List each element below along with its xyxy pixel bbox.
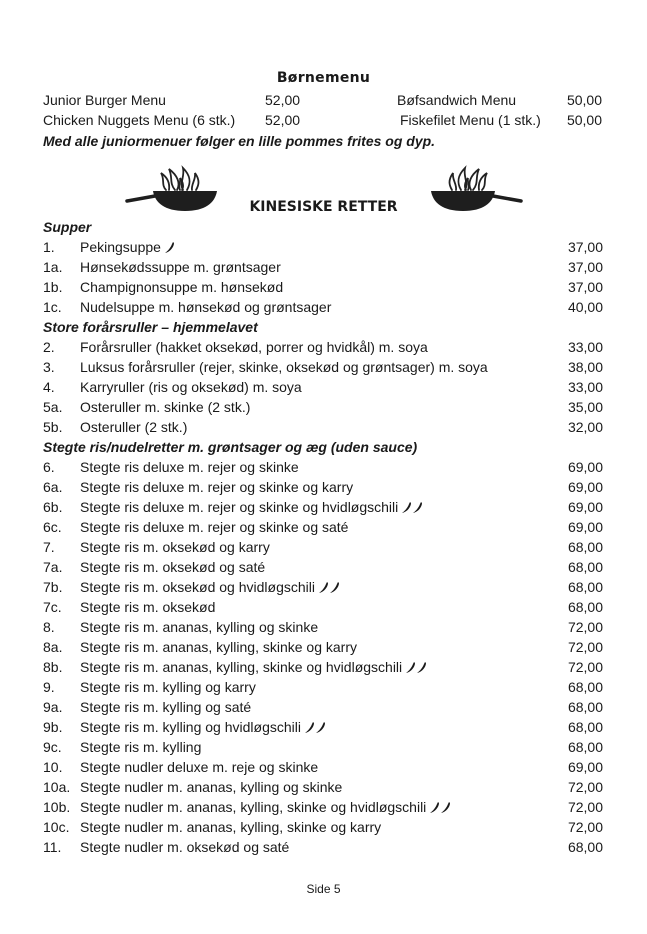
item-name: Stegte ris deluxe m. rejer og skinke (80, 459, 299, 475)
item-price: 69,00 (567, 459, 603, 475)
item-number: 1. (43, 239, 55, 255)
menu-item (43, 617, 603, 637)
item-name: Stegte ris m. oksekød og karry (80, 539, 270, 555)
item-name: Stegte ris m. ananas, kylling og skinke (80, 619, 319, 635)
menu-item (43, 677, 603, 697)
item-name: Stegte nudler m. ananas, kylling, skinke og karry (80, 819, 382, 835)
double-chili-icon (317, 581, 341, 594)
double-chili-icon (303, 721, 327, 734)
double-chili-icon (428, 801, 452, 814)
item-number: 2. (43, 339, 55, 355)
item-number: 6c. (43, 519, 62, 535)
item-number: 9b. (43, 719, 63, 735)
kids-item-name: Chicken Nuggets Menu (6 stk.) (43, 112, 236, 128)
item-number: 9a. (43, 699, 63, 715)
menu-item (43, 277, 603, 297)
item-name: Stegte nudler m. oksekød og saté (80, 839, 290, 855)
menu-item (43, 377, 603, 397)
item-price: 32,00 (567, 419, 603, 435)
item-price: 37,00 (567, 259, 603, 275)
item-number: 8. (43, 619, 55, 635)
kids-menu-row (43, 92, 613, 112)
item-price: 69,00 (567, 519, 603, 535)
item-price: 37,00 (567, 279, 603, 295)
menu-item (43, 357, 603, 377)
item-number: 6a. (43, 479, 63, 495)
item-number: 7c. (43, 599, 62, 615)
item-number: 1c. (43, 299, 62, 315)
item-name: Stegte ris m. oksekød og hvidløgschili (80, 579, 315, 595)
kids-item-price: 50,00 (566, 112, 602, 128)
menu-item (43, 577, 603, 597)
menu-item (43, 477, 603, 497)
item-price: 35,00 (567, 399, 603, 415)
menu-item (43, 697, 603, 717)
item-number: 4. (43, 379, 55, 395)
item-price: 72,00 (567, 779, 603, 795)
item-price: 68,00 (567, 699, 603, 715)
menu-item (43, 837, 603, 857)
kids-item-name: Junior Burger Menu (43, 92, 166, 108)
item-number: 5a. (43, 399, 63, 415)
item-price: 68,00 (567, 559, 603, 575)
category-heading: Store forårsruller – hjemmelavet (43, 319, 258, 335)
item-number: 10c. (43, 819, 70, 835)
item-price: 33,00 (567, 379, 603, 395)
item-price: 69,00 (567, 759, 603, 775)
menu-item (43, 237, 603, 257)
menu-item (43, 457, 603, 477)
item-price: 68,00 (567, 719, 603, 735)
item-name: Stegte nudler m. ananas, kylling, skinke og hvidløgschili (80, 799, 427, 815)
item-number: 1a. (43, 259, 63, 275)
menu-item (43, 597, 603, 617)
menu-item (43, 537, 603, 557)
item-name: Champignonsuppe m. hønsekød (80, 279, 284, 295)
item-price: 37,00 (567, 239, 603, 255)
item-name: Pekingsuppe (80, 239, 161, 255)
item-name: Stegte ris m. kylling og saté (80, 699, 252, 715)
menu-item (43, 797, 603, 817)
wok-with-flames-icon (425, 163, 523, 215)
kids-item-price: 52,00 (265, 112, 301, 128)
item-name: Hønsekødssuppe m. grøntsager (80, 259, 281, 275)
item-number: 10b. (43, 799, 71, 815)
item-price: 68,00 (567, 579, 603, 595)
item-price: 38,00 (567, 359, 603, 375)
item-price: 69,00 (567, 499, 603, 515)
menu-item (43, 257, 603, 277)
item-name: Stegte ris m. kylling og hvidløgschili (80, 719, 301, 735)
menu-item (43, 397, 603, 417)
item-name: Nudelsuppe m. hønsekød og grøntsager (80, 299, 332, 315)
item-number: 10. (43, 759, 63, 775)
chili-icon (163, 241, 175, 254)
menu-item (43, 657, 603, 677)
item-number: 1b. (43, 279, 63, 295)
menu-item (43, 517, 603, 537)
item-price: 40,00 (567, 299, 603, 315)
item-name: Osteruller m. skinke (2 stk.) (80, 399, 251, 415)
double-chili-icon (400, 501, 424, 514)
item-name: Stegte ris deluxe m. rejer og skinke og karry (80, 479, 354, 495)
item-number: 3. (43, 359, 55, 375)
item-price: 72,00 (567, 619, 603, 635)
item-name: Luksus forårsruller (rejer, skinke, oksekød og grøntsager) m. soya (80, 359, 488, 375)
item-number: 8a. (43, 639, 63, 655)
item-number: 5b. (43, 419, 63, 435)
kids-item-name: Bøfsandwich Menu (397, 92, 517, 108)
item-name: Stegte ris m. oksekød (80, 599, 216, 615)
item-number: 6. (43, 459, 55, 475)
menu-item (43, 817, 603, 837)
kids-menu-row (43, 112, 613, 132)
item-price: 72,00 (567, 639, 603, 655)
item-price: 68,00 (567, 839, 603, 855)
kids-menu-note: Med alle juniormenuer følger en lille pommes frites og dyp. (43, 133, 436, 149)
item-price: 72,00 (567, 659, 603, 675)
item-name: Stegte ris m. ananas, kylling, skinke og hvidløgschili (80, 659, 403, 675)
item-price: 68,00 (567, 739, 603, 755)
item-price: 68,00 (567, 539, 603, 555)
item-name: Stegte ris deluxe m. rejer og skinke og saté (80, 519, 349, 535)
item-price: 68,00 (567, 679, 603, 695)
item-name: Stegte ris m. ananas, kylling, skinke og karry (80, 639, 358, 655)
item-price: 72,00 (567, 819, 603, 835)
menu-item (43, 337, 603, 357)
menu-item (43, 717, 603, 737)
item-number: 10a. (43, 779, 71, 795)
item-number: 9c. (43, 739, 62, 755)
item-name: Stegte nudler m. ananas, kylling og skinke (80, 779, 343, 795)
item-number: 11. (43, 839, 62, 855)
item-number: 7b. (43, 579, 63, 595)
kids-item-name: Fiskefilet Menu (1 stk.) (400, 112, 541, 128)
item-price: 72,00 (567, 799, 603, 815)
menu-item (43, 737, 603, 757)
menu-item (43, 497, 603, 517)
item-price: 33,00 (567, 339, 603, 355)
kids-menu-title: Børnemenu (276, 70, 371, 86)
item-name: Forårsruller (hakket oksekød, porrer og hvidkål) m. soya (80, 339, 428, 355)
item-name: Stegte ris deluxe m. rejer og skinke og hvidløgschili (80, 499, 399, 515)
item-name: Karryruller (ris og oksekød) m. soya (80, 379, 302, 395)
menu-item (43, 557, 603, 577)
item-name: Stegte ris m. oksekød og saté (80, 559, 266, 575)
category-heading: Stegte ris/nudelretter m. grøntsager og æg (uden sauce) (43, 439, 418, 455)
kids-item-price: 50,00 (566, 92, 602, 108)
item-price: 69,00 (567, 479, 603, 495)
item-number: 7. (43, 539, 55, 555)
item-number: 6b. (43, 499, 63, 515)
item-name: Stegte nudler deluxe m. reje og skinke (80, 759, 319, 775)
double-chili-icon (404, 661, 428, 674)
category-heading: Supper (43, 219, 92, 235)
item-name: Osteruller (2 stk.) (80, 419, 188, 435)
menu-item (43, 637, 603, 657)
item-number: 7a. (43, 559, 63, 575)
menu-item (43, 417, 603, 437)
dish-list (43, 217, 603, 857)
menu-item (43, 777, 603, 797)
kids-item-price: 52,00 (265, 92, 301, 108)
item-name: Stegte ris m. kylling (80, 739, 202, 755)
page-number: Side 5 (306, 882, 341, 896)
menu-item (43, 297, 603, 317)
item-number: 8b. (43, 659, 63, 675)
item-name: Stegte ris m. kylling og karry (80, 679, 256, 695)
menu-item (43, 757, 603, 777)
section-title: KINESISKE RETTER (249, 199, 398, 215)
item-price: 68,00 (567, 599, 603, 615)
item-number: 9. (43, 679, 55, 695)
